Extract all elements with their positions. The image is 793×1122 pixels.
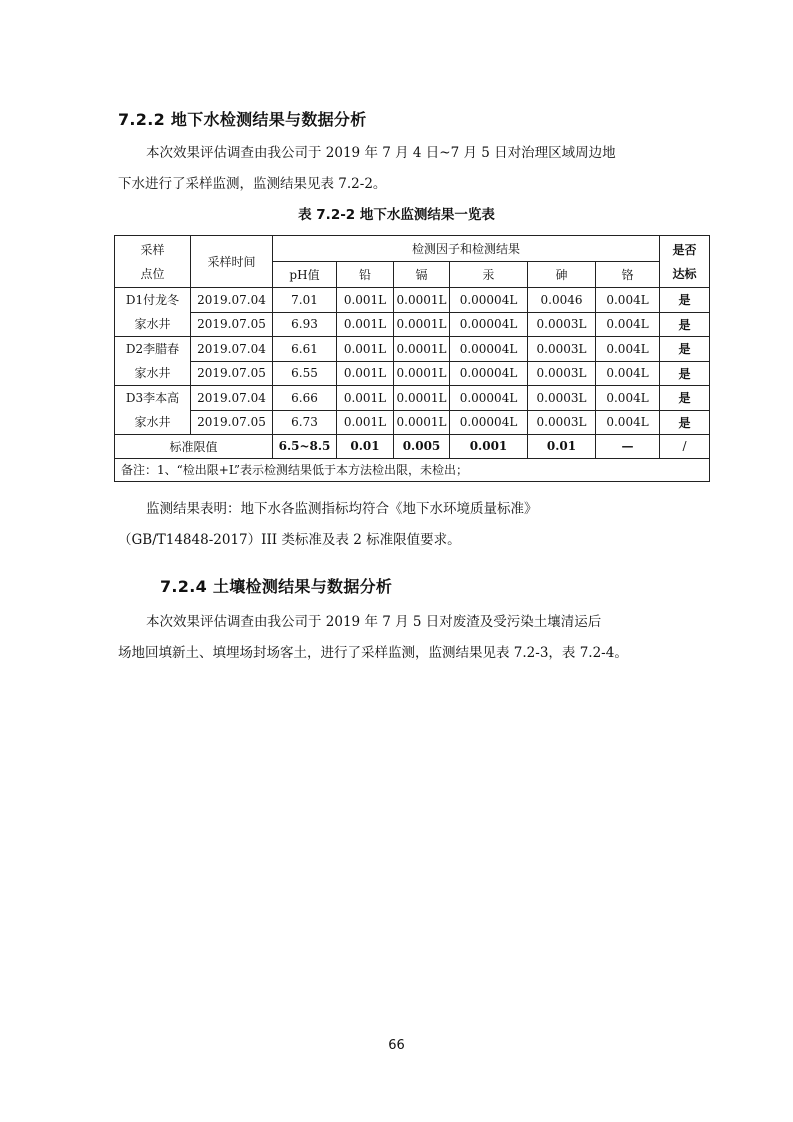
value-cell: 7.01 bbox=[273, 288, 337, 313]
value-cell: 0.0003L bbox=[528, 361, 596, 386]
value-cell: 6.61 bbox=[273, 337, 337, 362]
table-row bbox=[115, 386, 710, 411]
limit-cell: 0.01 bbox=[528, 435, 596, 459]
value-cell: 0.004L bbox=[596, 312, 660, 337]
value-cell: 0.004L bbox=[596, 386, 660, 411]
page-number: 66 bbox=[388, 1038, 405, 1053]
pass-cell: 是 bbox=[660, 337, 710, 362]
pass-cell: 是 bbox=[660, 361, 710, 386]
value-cell: 0.00004L bbox=[450, 312, 528, 337]
value-cell: 0.0003L bbox=[528, 410, 596, 435]
header-chromium: 铬 bbox=[596, 262, 660, 288]
section-heading-soil: 7.2.4 土壤检测结果与数据分析 bbox=[160, 577, 393, 596]
limits-label: 标准限值 bbox=[115, 435, 273, 459]
pass-cell: 是 bbox=[660, 312, 710, 337]
table-row bbox=[115, 312, 710, 337]
date-cell: 2019.07.04 bbox=[191, 386, 273, 411]
value-cell: 0.0001L bbox=[394, 288, 450, 313]
value-cell: 6.73 bbox=[273, 410, 337, 435]
paragraph-line: 本次效果评估调查由我公司于 2019 年 7 月 4 日~7 月 5 日对治理区域周边地 bbox=[146, 145, 616, 161]
paragraph-line: 下水进行了采样监测，监测结果见表 7.2-2。 bbox=[118, 176, 387, 192]
header-arsenic: 砷 bbox=[528, 262, 596, 288]
section-heading-groundwater: 7.2.2 地下水检测结果与数据分析 bbox=[118, 110, 367, 129]
limit-pass-cell: / bbox=[660, 435, 710, 459]
paragraph-line: （GB/T14848-2017）III 类标准及表 2 标准限值要求。 bbox=[118, 532, 461, 548]
paragraph-line: 监测结果表明：地下水各监测指标均符合《地下水环境质量标准》 bbox=[146, 501, 538, 517]
header-time: 采样时间 bbox=[191, 236, 273, 288]
table-row bbox=[115, 410, 710, 435]
date-cell: 2019.07.05 bbox=[191, 312, 273, 337]
value-cell: 0.001L bbox=[337, 386, 394, 411]
value-cell: 0.00004L bbox=[450, 361, 528, 386]
pass-cell: 是 bbox=[660, 386, 710, 411]
table-row bbox=[115, 288, 710, 313]
value-cell: 0.00004L bbox=[450, 337, 528, 362]
limit-cell: 0.01 bbox=[337, 435, 394, 459]
value-cell: 0.004L bbox=[596, 337, 660, 362]
conclusion-paragraph bbox=[118, 494, 678, 556]
pass-cell: 是 bbox=[660, 288, 710, 313]
header-mercury: 汞 bbox=[450, 262, 528, 288]
value-cell: 0.0001L bbox=[394, 386, 450, 411]
value-cell: 0.0003L bbox=[528, 386, 596, 411]
limit-cell: — bbox=[596, 435, 660, 459]
date-cell: 2019.07.05 bbox=[191, 361, 273, 386]
soil-intro-paragraph bbox=[118, 607, 678, 669]
groundwater-intro-paragraph bbox=[118, 138, 678, 200]
date-cell: 2019.07.04 bbox=[191, 337, 273, 362]
value-cell: 0.001L bbox=[337, 288, 394, 313]
value-cell: 0.0001L bbox=[394, 312, 450, 337]
value-cell: 0.0001L bbox=[394, 337, 450, 362]
header-lead: 铅 bbox=[337, 262, 394, 288]
header-cadmium: 镉 bbox=[394, 262, 450, 288]
table-header-row bbox=[115, 236, 710, 262]
table-note: 备注：1、“检出限+L”表示检测结果低于本方法检出限，未检出； bbox=[115, 458, 710, 482]
limit-cell: 6.5~8.5 bbox=[273, 435, 337, 459]
site-cell: D2李腊春 家水井 bbox=[115, 337, 191, 386]
value-cell: 0.004L bbox=[596, 288, 660, 313]
paragraph-line: 场地回填新土、填埋场封场客土，进行了采样监测，监测结果见表 7.2-3，表 7.2-4。 bbox=[118, 645, 628, 661]
value-cell: 0.001L bbox=[337, 410, 394, 435]
value-cell: 0.0003L bbox=[528, 312, 596, 337]
value-cell: 0.0001L bbox=[394, 361, 450, 386]
table-caption: 表 7.2-2 地下水监测结果一览表 bbox=[298, 207, 495, 223]
value-cell: 0.001L bbox=[337, 337, 394, 362]
value-cell: 0.00004L bbox=[450, 410, 528, 435]
limits-row bbox=[115, 435, 710, 459]
site-cell: D3李本高 家水井 bbox=[115, 386, 191, 435]
value-cell: 0.004L bbox=[596, 361, 660, 386]
value-cell: 6.93 bbox=[273, 312, 337, 337]
limit-cell: 0.001 bbox=[450, 435, 528, 459]
value-cell: 0.0046 bbox=[528, 288, 596, 313]
paragraph-line: 本次效果评估调查由我公司于 2019 年 7 月 5 日对废渣及受污染土壤清运后 bbox=[146, 614, 602, 630]
value-cell: 6.66 bbox=[273, 386, 337, 411]
pass-cell: 是 bbox=[660, 410, 710, 435]
site-cell: D1付龙冬 家水井 bbox=[115, 288, 191, 337]
header-site: 采样 点位 bbox=[115, 236, 191, 288]
value-cell: 0.0003L bbox=[528, 337, 596, 362]
table-row bbox=[115, 361, 710, 386]
value-cell: 0.001L bbox=[337, 361, 394, 386]
value-cell: 0.00004L bbox=[450, 288, 528, 313]
header-pass: 是否 达标 bbox=[660, 236, 710, 288]
value-cell: 0.00004L bbox=[450, 386, 528, 411]
header-ph: pH值 bbox=[273, 262, 337, 288]
value-cell: 0.0001L bbox=[394, 410, 450, 435]
groundwater-results-table bbox=[114, 235, 710, 482]
date-cell: 2019.07.04 bbox=[191, 288, 273, 313]
note-row bbox=[115, 458, 710, 482]
table-row bbox=[115, 337, 710, 362]
value-cell: 0.001L bbox=[337, 312, 394, 337]
value-cell: 0.004L bbox=[596, 410, 660, 435]
header-factors: 检测因子和检测结果 bbox=[273, 236, 660, 262]
limit-cell: 0.005 bbox=[394, 435, 450, 459]
date-cell: 2019.07.05 bbox=[191, 410, 273, 435]
value-cell: 6.55 bbox=[273, 361, 337, 386]
